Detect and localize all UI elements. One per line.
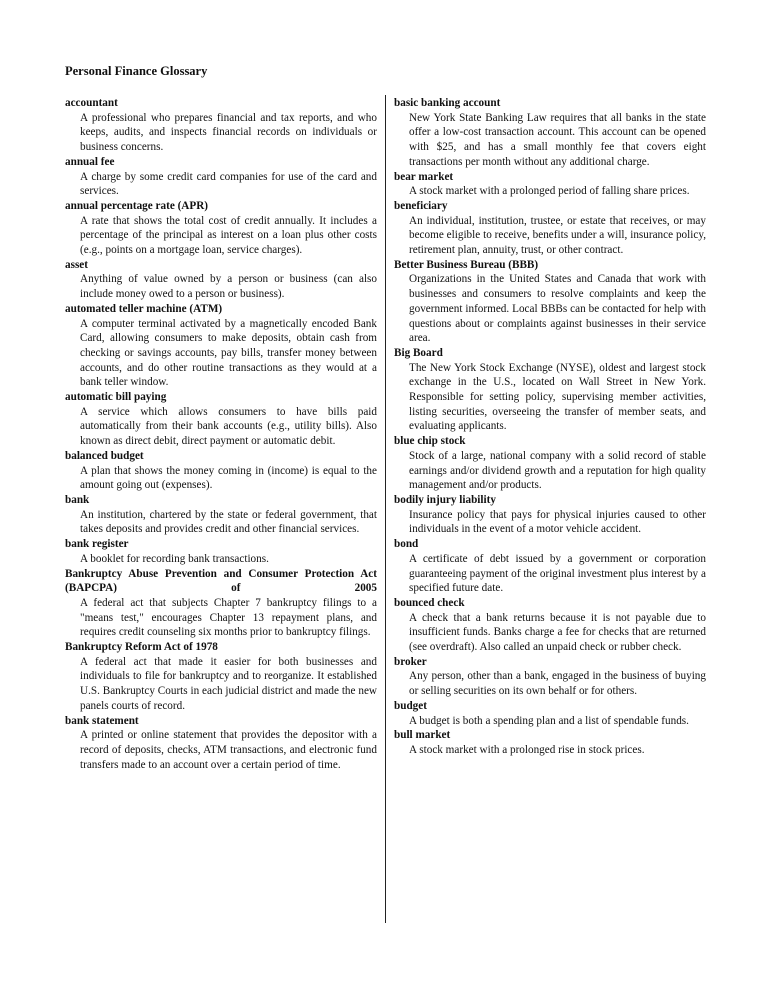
glossary-entry bbox=[394, 728, 706, 757]
glossary-term: balanced budget bbox=[65, 449, 144, 462]
glossary-entry bbox=[65, 493, 377, 537]
glossary-entry bbox=[394, 493, 706, 537]
glossary-term: bounced check bbox=[394, 596, 465, 609]
glossary-definition: A rate that shows the total cost of credit annually. It includes a percentage of the principal as interest on a loan plus other costs (e.g., points on a mortgage loan, service charges). bbox=[80, 214, 377, 257]
glossary-entry bbox=[65, 155, 377, 199]
glossary-entry bbox=[65, 390, 377, 449]
glossary-definition: A plan that shows the money coming in (income) is equal to the amount going out (expenses). bbox=[80, 464, 377, 492]
glossary-term: bull market bbox=[394, 729, 451, 742]
glossary-entry bbox=[65, 449, 377, 493]
glossary-term: automatic bill paying bbox=[65, 391, 167, 404]
glossary-term: Bankruptcy Reform Act of 1978 bbox=[65, 641, 218, 654]
glossary-definition: A federal act that made it easier for both businesses and individuals to file for bankruptcy and to reorganize. It established U.S. Bankruptcy Courts in each judicial district and made the new panels courts of record. bbox=[80, 655, 377, 712]
glossary-definition: A stock market with a prolonged rise in stock prices. bbox=[409, 743, 645, 756]
glossary-entry bbox=[65, 258, 377, 302]
glossary-definition: A computer terminal activated by a magnetically encoded Bank Card, allowing consumers to make deposits, obtain cash from checking or savings accounts, pay bills, transfer money between accounts, and do other routine transactions as they would at a bank teller window. bbox=[80, 317, 377, 389]
glossary-entry bbox=[394, 434, 706, 493]
glossary-entry bbox=[394, 199, 706, 258]
glossary-entry bbox=[394, 655, 706, 699]
glossary-definition: A check that a bank returns because it is not payable due to insufficient funds. Banks charge a fee for checks that are returned (see overdraft). Also called an unpaid check or rubber check. bbox=[409, 611, 706, 654]
glossary-term: annual fee bbox=[65, 155, 115, 168]
glossary-definition: A service which allows consumers to have bills paid automatically from their bank accounts (e.g., utility bills). Also known as direct debit, direct payment or automatic debit. bbox=[80, 405, 377, 448]
glossary-term: blue chip stock bbox=[394, 435, 466, 448]
glossary-term: automated teller machine (ATM) bbox=[65, 302, 223, 315]
glossary-definition: An individual, institution, trustee, or estate that receives, or may become eligible to receive, benefits under a will, insurance policy, retirement plan, annuity, trust, or other contract. bbox=[409, 214, 706, 257]
glossary-entry bbox=[394, 596, 706, 655]
glossary-definition: The New York Stock Exchange (NYSE), oldest and largest stock exchange in the U.S., located on Wall Street in New York. Responsible for setting policy, supervising member activities, listing securities, overseeing the transfer of member seats, and evaluating applicants. bbox=[409, 361, 706, 433]
glossary-definition: A professional who prepares financial and tax reports, and who keeps, audits, and inspects financial records on individuals or business concerns. bbox=[80, 111, 377, 154]
glossary-entry bbox=[65, 714, 377, 773]
glossary-term: Big Board bbox=[394, 346, 443, 359]
glossary-definition: A budget is both a spending plan and a list of spendable funds. bbox=[409, 714, 689, 727]
glossary-term: bank register bbox=[65, 538, 129, 551]
glossary-entry bbox=[65, 537, 377, 566]
glossary-term: annual percentage rate (APR) bbox=[65, 199, 209, 212]
glossary-entry bbox=[394, 170, 706, 199]
glossary-entry bbox=[65, 567, 377, 641]
glossary-term: Bankruptcy Abuse Prevention and Consumer Protection Act (BAPCPA) of 2005 bbox=[65, 567, 377, 595]
glossary-term: beneficiary bbox=[394, 199, 448, 212]
glossary-term: bodily injury liability bbox=[394, 493, 496, 506]
glossary-definition: A stock market with a prolonged period of falling share prices. bbox=[409, 185, 690, 198]
glossary-definition: Organizations in the United States and Canada that work with businesses and consumers to resolve complaints and keep the government informed. Local BBBs can be contacted for help with questions about or complaints against businesses in their service area. bbox=[409, 273, 706, 345]
glossary-entry bbox=[65, 96, 377, 155]
glossary-term: Better Business Bureau (BBB) bbox=[394, 258, 539, 271]
glossary-entry bbox=[65, 640, 377, 714]
glossary-definition: New York State Banking Law requires that all banks in the state offer a low-cost transaction account. This account can be opened with $25, and has a small monthly fee that covers eight transactions per month without any additional charge. bbox=[409, 111, 706, 168]
glossary-definition: A printed or online statement that provides the depositor with a record of deposits, checks, ATM transactions, and electronic fund transfers made to an account over a certain period of time. bbox=[80, 729, 377, 771]
glossary-entry bbox=[394, 258, 706, 346]
glossary-term: bank bbox=[65, 493, 90, 506]
glossary-definition: A certificate of debt issued by a government or corporation guaranteeing payment of the original investment plus interest by a specified future date. bbox=[409, 552, 706, 595]
glossary-entry bbox=[394, 699, 706, 728]
glossary-term: bond bbox=[394, 538, 419, 551]
glossary-entry bbox=[394, 346, 706, 434]
glossary-term: asset bbox=[65, 258, 88, 271]
glossary-definition: Anything of value owned by a person or business (can also include money owed to a person or business). bbox=[80, 273, 377, 301]
glossary-definition: Stock of a large, national company with a solid record of stable earnings and/or dividend growth and a reputation for high quality management and/or products. bbox=[409, 449, 706, 492]
glossary-term: bank statement bbox=[65, 714, 139, 727]
glossary-term: basic banking account bbox=[394, 97, 501, 109]
glossary-right-column bbox=[394, 96, 706, 758]
glossary-definition: Insurance policy that pays for physical injuries caused to other individuals in the event of a motor vehicle accident. bbox=[409, 508, 706, 536]
glossary-term: budget bbox=[394, 699, 427, 712]
glossary-term: accountant bbox=[65, 97, 118, 109]
glossary-entry bbox=[394, 96, 706, 170]
glossary-entry bbox=[65, 302, 377, 390]
glossary-entry bbox=[394, 537, 706, 596]
glossary-left-column bbox=[65, 96, 377, 772]
glossary-definition: A charge by some credit card companies for use of the card and services. bbox=[80, 170, 377, 198]
glossary-definition: Any person, other than a bank, engaged in the business of buying or selling securities on its own behalf or for others. bbox=[409, 670, 706, 698]
glossary-term: broker bbox=[394, 655, 427, 668]
glossary-definition: An institution, chartered by the state or federal government, that takes deposits and provides credit and other financial services. bbox=[80, 508, 377, 536]
glossary-term: bear market bbox=[394, 170, 454, 183]
page-title: Personal Finance Glossary bbox=[65, 64, 208, 78]
column-divider bbox=[385, 95, 386, 923]
glossary-definition: A booklet for recording bank transactions. bbox=[80, 552, 269, 565]
glossary-entry bbox=[65, 199, 377, 258]
glossary-definition: A federal act that subjects Chapter 7 bankruptcy filings to a "means test," encourages Chapter 13 repayment plans, and requires credit counseling six months prior to bankruptcy filings. bbox=[80, 596, 377, 639]
